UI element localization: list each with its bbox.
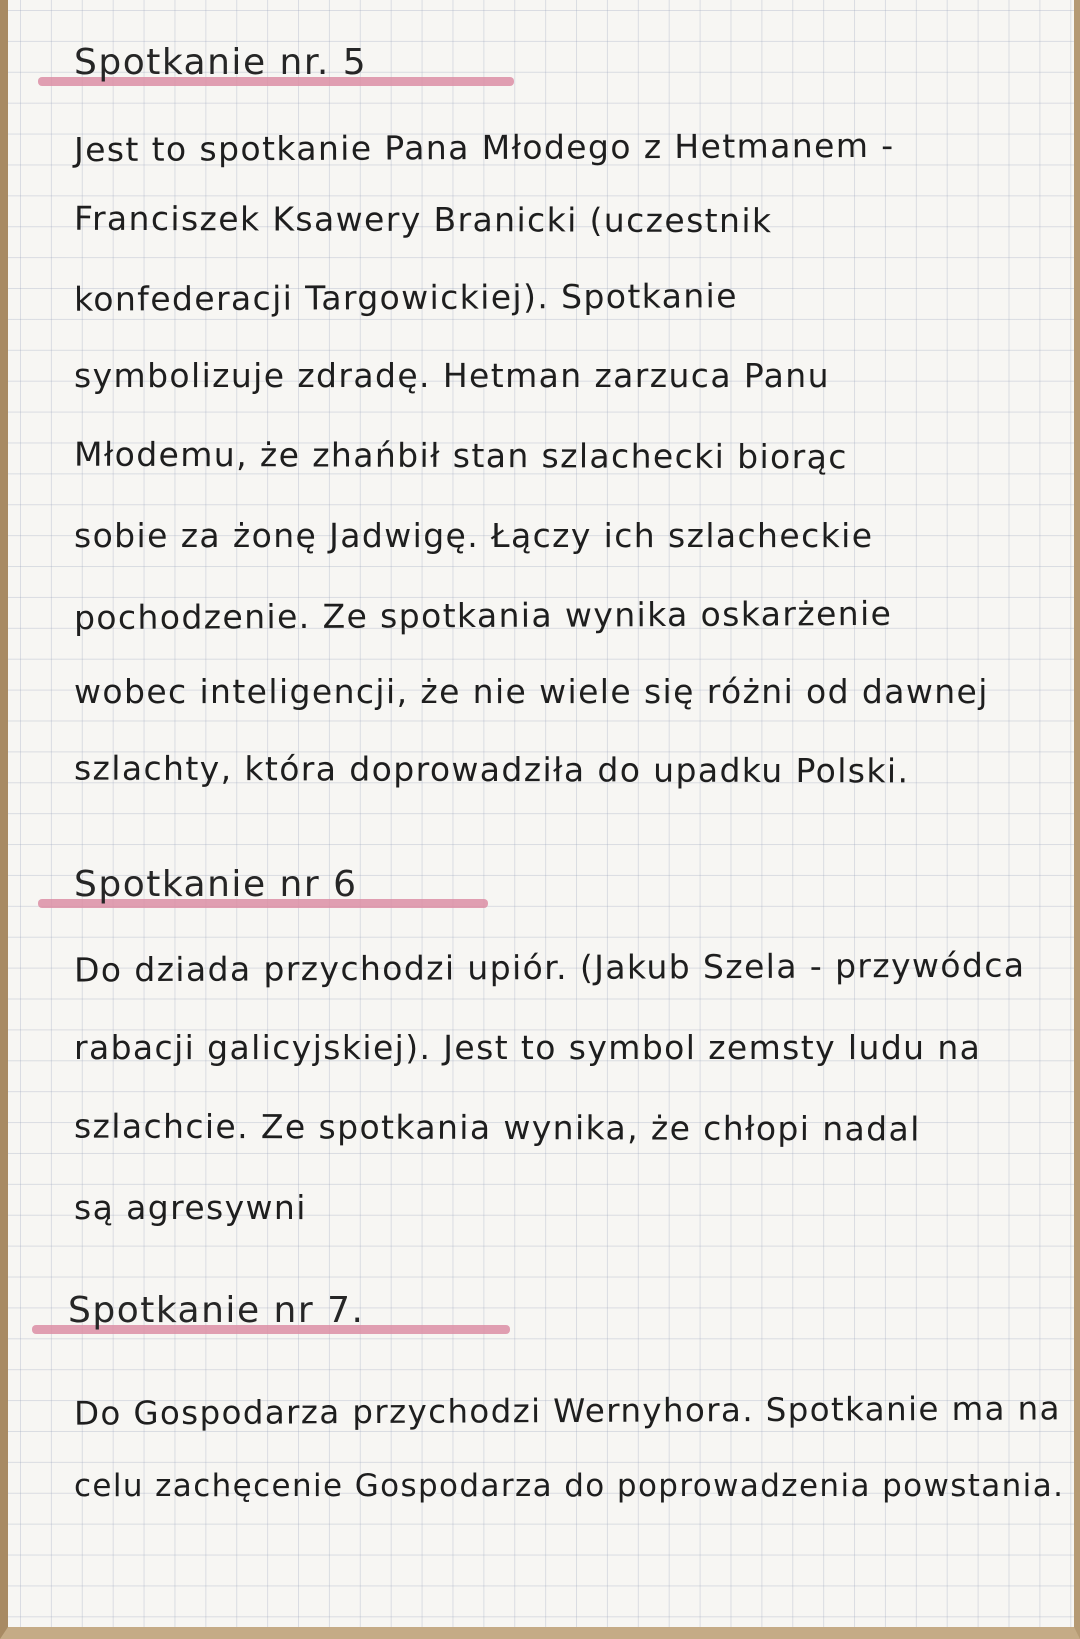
text-line: konfederacji Targowickiej). Spotkanie	[73, 276, 738, 319]
text-line: Do dziada przychodzi upiór. (Jakub Szela - przywódca	[73, 945, 1026, 990]
text-line: pochodzenie. Ze spotkania wynika oskarżenie	[73, 593, 893, 638]
text-line: symbolizuje zdradę. Hetman zarzuca Panu	[74, 356, 830, 395]
text-line: są agresywni	[74, 1188, 307, 1227]
text-line: Młodemu, że zhańbił stan szlachecki biorąc	[73, 434, 848, 477]
heading-text: Spotkanie nr 6	[74, 864, 358, 905]
section-heading-spotkanie-6	[74, 864, 358, 905]
text-line: Jest to spotkanie Pana Młodego z Hetmanem -	[73, 125, 895, 170]
heading-text: Spotkanie nr. 5	[74, 42, 368, 83]
text-line: rabacji galicyjskiej). Jest to symbol zemsty ludu na	[74, 1028, 982, 1067]
text-line: wobec inteligencji, że nie wiele się różni od dawnej	[74, 672, 989, 711]
text-line: celu zachęcenie Gospodarza do poprowadzenia powstania.	[74, 1468, 1065, 1504]
text-line: Do Gospodarza przychodzi Wernyhora. Spotkanie ma na	[73, 1389, 1061, 1433]
text-line: szlachcie. Ze spotkania wynika, że chłopi nadal	[73, 1106, 921, 1149]
heading-text: Spotkanie nr 7.	[68, 1290, 365, 1331]
text-line: sobie za żonę Jadwigę. Łączy ich szlacheckie	[74, 516, 874, 555]
section-heading-spotkanie-5	[74, 42, 367, 83]
section-heading-spotkanie-7	[68, 1290, 364, 1331]
text-line: szlachty, która doprowadziła do upadku Polski.	[73, 748, 910, 791]
text-line: Franciszek Ksawery Branicki (uczestnik	[73, 198, 773, 241]
